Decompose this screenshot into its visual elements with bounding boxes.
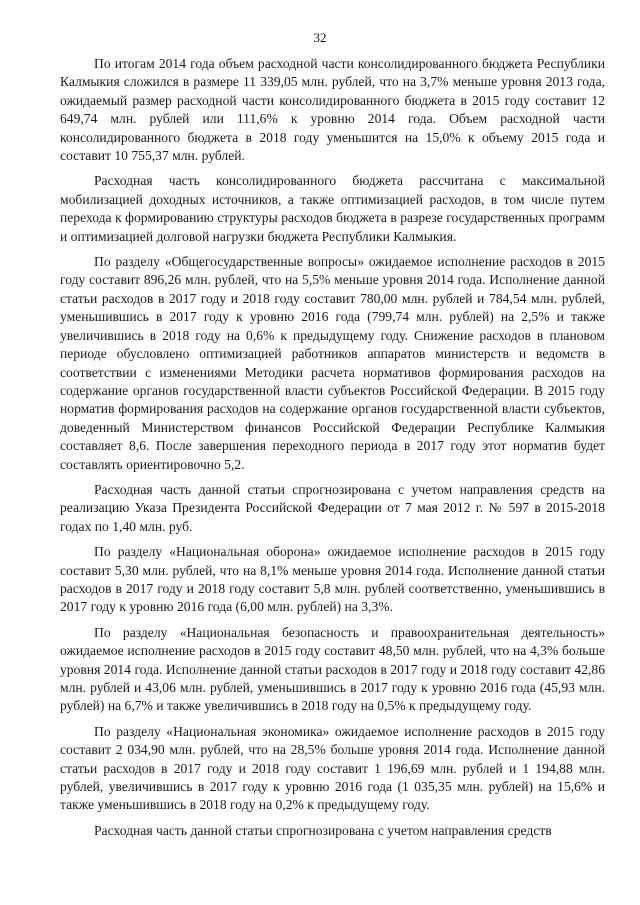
paragraph-budget-summary: По итогам 2014 года объем расходной части консолидированного бюджета Республики Калмыкия сложился в размере 11 339,05 млн. рублей, что на 3,7% меньше уровня 2013 года, ожидаемый размер расходной части консолидированного бюджета в 2015 году составит 12 649,74 млн. рублей или 111,6% к уровню 2014 года. Объем расходной части консолидированного бюджета в 2018 году уменьшится на 15,0% к объему 2015 года и составит 10 755,37 млн. рублей. [60,56,605,164]
paragraph-national-economy: По разделу «Национальная экономика» ожидаемое исполнение расходов в 2015 году составит 2 034,90 млн. рублей, что на 28,5% больше уровня 2014 года. Исполнение данной статьи расходов в 2017 году и 2018 году составит 1 196,69 млн. рублей и 1 194,88 млн. рублей, увеличившись в 2017 году к уровню 2016 года (1 035,35 млн. рублей) на 15,6% и также уменьшившись в 2018 году на 0,2% к предыдущему году. [60,723,605,813]
document-body [60,55,605,847]
paragraph-national-security: По разделу «Национальная безопасность и правоохранительная деятельность» ожидаемое исполнение расходов в 2015 году составит 48,50 млн. рублей, что на 4,3% больше уровня 2014 года. Исполнение данной статьи расходов в 2017 году и 2018 году составит 42,86 млн. рублей и 43,06 млн. рублей, уменьшившись в 2017 году к уровню 2016 года (45,93 млн. рублей) на 6,7% и также увеличившись в 2018 году на 0,5% к предыдущему году. [60,624,605,714]
paragraph-budget-mobilization: Расходная часть консолидированного бюджета рассчитана с максимальной мобилизацией доходных источников, а также оптимизацией расходов, в том числе путем перехода к формированию структуры расходов бюджета в разрезе государственных программ и оптимизацией долговой нагрузки бюджета Республики Калмыкия. [60,173,605,244]
paragraph-presidential-decree: Расходная часть данной статьи спрогнозирована с учетом направления средств на реализацию Указа Президента Российской Федерации от 7 мая 2012 г. № 597 в 2015-2018 годах по 1,40 млн. руб. [60,481,605,534]
paragraph-national-defense: По разделу «Национальная оборона» ожидаемое исполнение расходов в 2015 году составит 5,30 млн. рублей, что на 8,1% меньше уровня 2014 года. Исполнение данной статьи расходов в 2017 году и 2018 году составит 5,8 млн. рублей соответственно, уменьшившись в 2017 году к уровню 2016 года (6,00 млн. рублей) на 3,3%. [60,544,605,615]
page-number: 32 [313,30,327,45]
paragraph-general-state-issues: По разделу «Общегосударственные вопросы» ожидаемое исполнение расходов в 2015 году составит 896,26 млн. рублей, что на 5,5% меньше уровня 2014 года. Исполнение данной статьи расходов в 2017 году и 2018 году составит 780,00 млн. рублей и 784,54 млн. рублей, уменьшившись в 2017 году к уровню 2016 года (799,74 млн. рублей) на 2,5% и также увеличившись в 2018 году на 0,6% к предыдущему году. Снижение расходов в плановом периоде обусловлено оптимизацией работников аппаратов министерств и ведомств в соответствии с изменениями Методики расчета нормативов формирования расходов на содержание органов государственной власти субъектов Российской Федерации. В 2015 году норматив формирования расходов на содержание органов государственной власти субъектов, доведенный Министерством финансов Российской Федерации Республике Калмыкия составляет 8,6. После завершения переходного периода в 2017 году этот норматив будет составлять ориентировочно 5,2. [60,254,605,472]
paragraph-expenditure-continued: Расходная часть данной статьи спрогнозирована с учетом направления средств [94,822,552,838]
